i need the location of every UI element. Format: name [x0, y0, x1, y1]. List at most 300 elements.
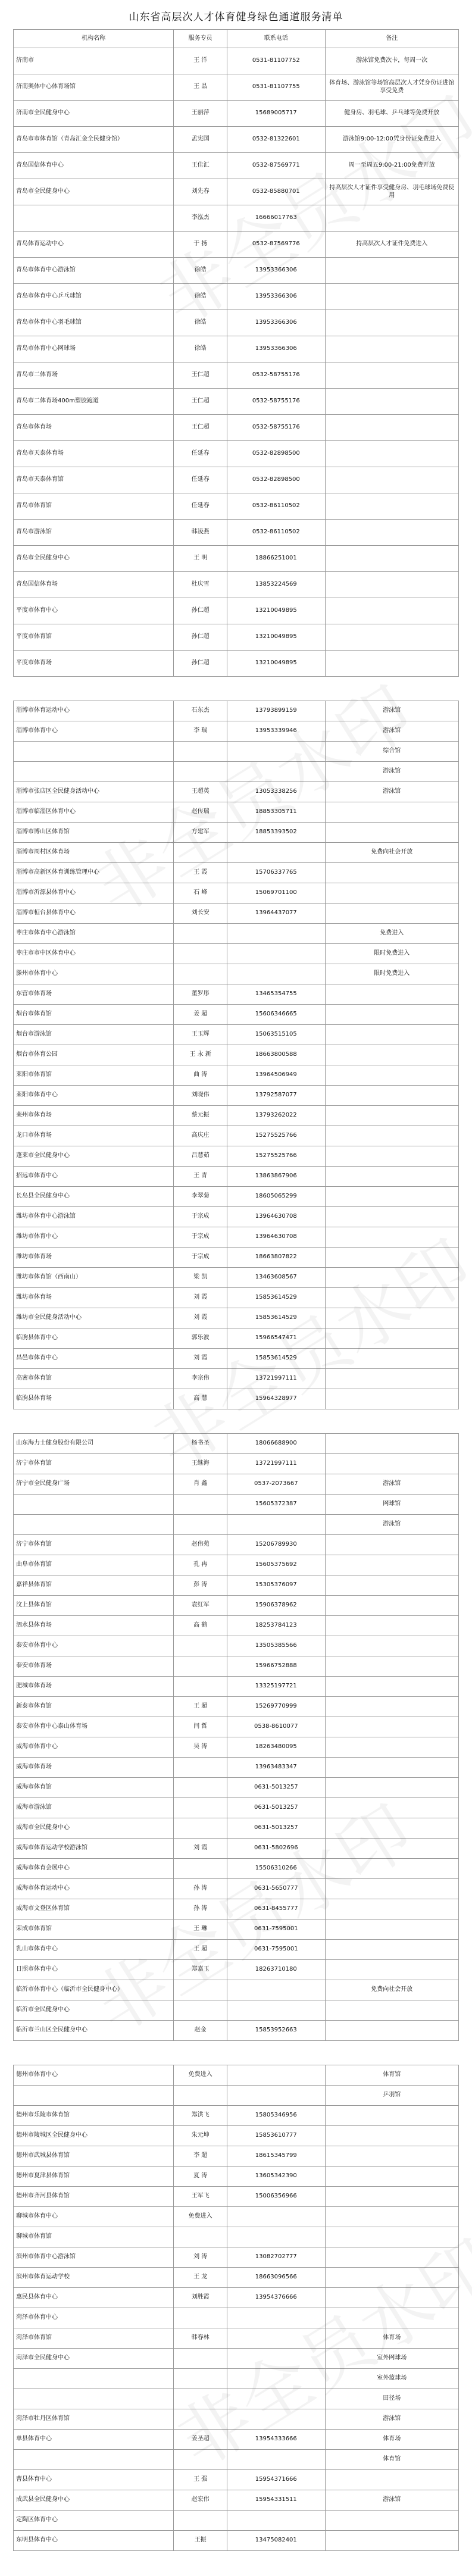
- service-contact-cell: [174, 1859, 227, 1879]
- note-cell: [325, 2268, 458, 2288]
- note-cell: [325, 1349, 458, 1369]
- service-contact-cell: 李 瑞: [174, 721, 227, 742]
- phone-cell: 0631-5013257: [227, 1818, 326, 1839]
- service-contact-cell: 王 强: [174, 2470, 227, 2490]
- phone-cell: 13475082401: [227, 2531, 326, 2551]
- note-cell: 乒羽馆: [325, 2086, 458, 2106]
- note-cell: [325, 1227, 458, 1248]
- note-cell: [325, 1207, 458, 1227]
- note-cell: [325, 1535, 458, 1555]
- note-cell: [325, 1167, 458, 1187]
- phone-cell: 15063515105: [227, 1025, 326, 1045]
- note-cell: 游泳馆免费次卡，每周一次: [325, 48, 458, 74]
- phone-cell: [227, 2349, 326, 2369]
- phone-cell: 15966752888: [227, 1656, 326, 1677]
- note-cell: 游泳馆: [325, 1474, 458, 1495]
- table-row: [14, 1960, 459, 1980]
- service-contact-cell: [174, 1798, 227, 1818]
- institution-name-cell: 泰安市体育中心: [14, 1636, 174, 1656]
- note-cell: 免费向社会开放: [325, 843, 458, 863]
- phone-cell: 18263710180: [227, 1960, 326, 1980]
- phone-cell: 15853614529: [227, 1308, 326, 1328]
- note-cell: 游泳馆: [325, 721, 458, 742]
- note-cell: [325, 1187, 458, 1207]
- service-contact-cell: 李翠菊: [174, 1187, 227, 1207]
- note-cell: 限时免费进入: [325, 964, 458, 984]
- phone-cell: 15305376097: [227, 1575, 326, 1596]
- note-cell: [325, 2227, 458, 2247]
- note-cell: [325, 2187, 458, 2207]
- institution-name-cell: 德州市夏津县体育馆: [14, 2167, 174, 2187]
- phone-cell: [227, 1515, 326, 1535]
- service-contact-cell: [174, 762, 227, 782]
- note-cell: 游泳馆: [325, 1515, 458, 1535]
- table-row: [14, 1920, 459, 1940]
- institution-name-cell: 德州市齐河县体育馆: [14, 2187, 174, 2207]
- service-contact-cell: 王仁超: [174, 362, 227, 389]
- phone-cell: [227, 2409, 326, 2430]
- institution-name-cell: 长岛县全民健身中心: [14, 1187, 174, 1207]
- phone-cell: 0532-58755176: [227, 362, 326, 389]
- table-row: [14, 258, 459, 284]
- institution-name-cell: 平度市体育场: [14, 651, 174, 677]
- note-cell: [325, 520, 458, 546]
- phone-cell: 15275525766: [227, 1146, 326, 1167]
- phone-cell: 13954333666: [227, 2430, 326, 2450]
- table-row: [14, 1656, 459, 1677]
- institution-name-cell: 潍坊市体育中心游泳馆: [14, 1207, 174, 1227]
- table-row: [14, 2106, 459, 2126]
- note-cell: [325, 1106, 458, 1126]
- phone-cell: 0532-58755176: [227, 415, 326, 441]
- note-cell: [325, 1308, 458, 1328]
- table-row: [14, 1227, 459, 1248]
- service-contact-cell: 刘 霞: [174, 1308, 227, 1328]
- institution-name-cell: 临沂市全民健身中心: [14, 2000, 174, 2021]
- table-row: [14, 984, 459, 1005]
- service-contact-cell: 任延春: [174, 493, 227, 520]
- service-contact-cell: 王 明: [174, 546, 227, 572]
- phone-cell: [227, 2328, 326, 2349]
- table-row: [14, 1515, 459, 1535]
- institution-name-cell: [14, 1495, 174, 1515]
- institution-name-cell: [14, 205, 174, 232]
- table-row: [14, 362, 459, 389]
- table-row: [14, 2247, 459, 2268]
- table-row: [14, 2268, 459, 2288]
- note-cell: [325, 1758, 458, 1778]
- service-contact-cell: 孙仁超: [174, 598, 227, 624]
- institution-name-cell: 烟台市体育馆: [14, 1005, 174, 1025]
- institution-name-cell: [14, 2369, 174, 2389]
- service-contact-cell: [174, 742, 227, 762]
- institution-name-cell: 成武县全民健身中心: [14, 2490, 174, 2511]
- phone-cell: 0631-5013257: [227, 1778, 326, 1798]
- table-row: [14, 389, 459, 415]
- note-cell: [325, 415, 458, 441]
- institution-name-cell: 曹县体育中心: [14, 2470, 174, 2490]
- service-contact-cell: [174, 843, 227, 863]
- note-cell: [325, 823, 458, 843]
- service-contact-cell: 孔 冉: [174, 1555, 227, 1575]
- table-row: [14, 572, 459, 598]
- institution-name-cell: 高密市体育馆: [14, 1369, 174, 1389]
- institution-name-cell: 德州市武城县体育馆: [14, 2146, 174, 2167]
- table-row: [14, 1697, 459, 1717]
- table-row: [14, 153, 459, 179]
- phone-cell: 0532-86110502: [227, 493, 326, 520]
- table-row: [14, 944, 459, 964]
- service-contact-cell: 任延春: [174, 467, 227, 493]
- service-contact-cell: 蔡元振: [174, 1106, 227, 1126]
- table-row: [14, 2308, 459, 2328]
- table-row: [14, 624, 459, 651]
- table-row: [14, 2430, 459, 2450]
- phone-cell: 16666017763: [227, 205, 326, 232]
- note-cell: [325, 1798, 458, 1818]
- institution-name-cell: 龙口市体育场: [14, 1126, 174, 1146]
- service-contact-cell: 刘 涛: [174, 2247, 227, 2268]
- note-cell: 综合馆: [325, 742, 458, 762]
- institution-name-cell: 威海市体育会展中心: [14, 1859, 174, 1879]
- table-row: [14, 1879, 459, 1899]
- phone-cell: 13963483347: [227, 1758, 326, 1778]
- section-gap: [13, 1409, 459, 1433]
- institution-name-cell: 济南市全民健身中心: [14, 101, 174, 127]
- table-row: [14, 1596, 459, 1616]
- note-cell: [325, 1920, 458, 1940]
- table-row: [14, 1369, 459, 1389]
- institution-name-cell: [14, 742, 174, 762]
- table-row: [14, 232, 459, 258]
- service-contact-cell: 吕慧茹: [174, 1146, 227, 1167]
- service-contact-cell: [174, 1818, 227, 1839]
- note-cell: [325, 1045, 458, 1065]
- phone-cell: 18853305711: [227, 802, 326, 823]
- service-contact-cell: 彭 涛: [174, 1575, 227, 1596]
- phone-cell: 15954371666: [227, 2470, 326, 2490]
- service-contact-cell: 孟宪国: [174, 127, 227, 153]
- service-contact-cell: 韩凌燕: [174, 520, 227, 546]
- table-row: [14, 2086, 459, 2106]
- note-cell: [325, 1288, 458, 1308]
- institution-name-cell: 青岛市体育中心网球场: [14, 336, 174, 362]
- table-row: [14, 1328, 459, 1349]
- phone-cell: [227, 2450, 326, 2470]
- table-row: [14, 179, 459, 205]
- service-contact-cell: 王玉辉: [174, 1025, 227, 1045]
- service-contact-cell: 梁 凯: [174, 1268, 227, 1288]
- table-row: [14, 883, 459, 904]
- phone-cell: 15206789930: [227, 1535, 326, 1555]
- institution-name-cell: 菏泽市体育馆: [14, 2328, 174, 2349]
- service-contact-cell: 于 扬: [174, 232, 227, 258]
- table-row: [14, 2065, 459, 2086]
- phone-cell: 13953339946: [227, 721, 326, 742]
- service-contact-cell: 免费进入: [174, 2065, 227, 2086]
- institution-name-cell: 山东海力士健身股份有限公司: [14, 1434, 174, 1454]
- phone-cell: 13505385566: [227, 1636, 326, 1656]
- institution-name-cell: 潍坊市体育场: [14, 1248, 174, 1268]
- note-cell: [325, 2511, 458, 2531]
- note-cell: [325, 1717, 458, 1737]
- table-row: [14, 598, 459, 624]
- table-row: [14, 1025, 459, 1045]
- phone-cell: 18853393502: [227, 823, 326, 843]
- phone-cell: 18615345799: [227, 2146, 326, 2167]
- note-cell: [325, 1268, 458, 1288]
- table-row: [14, 2389, 459, 2409]
- phone-cell: 15006356966: [227, 2187, 326, 2207]
- note-cell: [325, 1636, 458, 1656]
- phone-cell: [227, 1980, 326, 2000]
- institution-name-cell: 德州市体育中心: [14, 2065, 174, 2086]
- phone-cell: 13964506949: [227, 1065, 326, 1086]
- service-contact-cell: 孙仁超: [174, 624, 227, 651]
- note-cell: [325, 362, 458, 389]
- table-row: [14, 1187, 459, 1207]
- note-cell: [325, 336, 458, 362]
- phone-cell: 15069701100: [227, 883, 326, 904]
- phone-cell: 15853614529: [227, 1349, 326, 1369]
- service-contact-cell: 王仁超: [174, 389, 227, 415]
- service-contact-cell: 王 晶: [174, 74, 227, 101]
- service-contact-cell: 王 永 新: [174, 1045, 227, 1065]
- phone-cell: [227, 964, 326, 984]
- phone-cell: 0537-2073667: [227, 1474, 326, 1495]
- note-cell: [325, 2000, 458, 2021]
- service-contact-cell: 李宗伟: [174, 1369, 227, 1389]
- phone-cell: 13721997111: [227, 1369, 326, 1389]
- phone-cell: 15964328977: [227, 1389, 326, 1409]
- service-contact-cell: 王继海: [174, 1454, 227, 1474]
- institution-name-cell: 烟台市游泳馆: [14, 1025, 174, 1045]
- table-row: [14, 1126, 459, 1146]
- table-row: [14, 467, 459, 493]
- table-row: [14, 651, 459, 677]
- note-cell: [325, 2167, 458, 2187]
- institution-name-cell: 肥城市体育场: [14, 1677, 174, 1697]
- institution-name-cell: 济宁市体育馆: [14, 1535, 174, 1555]
- phone-cell: 13853224569: [227, 572, 326, 598]
- service-contact-cell: 姜 超: [174, 1005, 227, 1025]
- institution-name-cell: 济南奥体中心体育场馆: [14, 74, 174, 101]
- phone-cell: [227, 924, 326, 944]
- phone-cell: [227, 742, 326, 762]
- phone-cell: 13721997111: [227, 1454, 326, 1474]
- phone-cell: 0631-7595001: [227, 1920, 326, 1940]
- institution-name-cell: 淄博市体育中心: [14, 721, 174, 742]
- phone-cell: 18263480095: [227, 1737, 326, 1758]
- service-contact-cell: 免费进入: [174, 2207, 227, 2227]
- table-row: [14, 2288, 459, 2308]
- service-contact-cell: 徐皓: [174, 284, 227, 310]
- note-cell: 体育馆: [325, 2065, 458, 2086]
- institution-name-cell: 菏泽市体育中心: [14, 2308, 174, 2328]
- service-contact-cell: [174, 2000, 227, 2021]
- institution-name-cell: 威海市体育场: [14, 1758, 174, 1778]
- institution-name-cell: [14, 2450, 174, 2470]
- phone-cell: 15606346665: [227, 1005, 326, 1025]
- phone-cell: 13863867906: [227, 1167, 326, 1187]
- institution-name-cell: 德州市陵城区全民健身中心: [14, 2126, 174, 2146]
- note-cell: [325, 1656, 458, 1677]
- note-cell: [325, 1248, 458, 1268]
- service-contact-cell: [174, 1515, 227, 1535]
- table-row: [14, 904, 459, 924]
- service-contact-cell: [174, 2086, 227, 2106]
- table-row: [14, 1146, 459, 1167]
- note-cell: 游泳馆9:00-12:00凭身份证免费进入: [325, 127, 458, 153]
- table-row: [14, 336, 459, 362]
- table-row: [14, 1167, 459, 1187]
- table-row: [14, 1717, 459, 1737]
- table-row: [14, 74, 459, 101]
- table-row: [14, 1349, 459, 1369]
- table-row: [14, 1434, 459, 1454]
- service-contact-cell: 王丽萍: [174, 101, 227, 127]
- institution-name-cell: 青岛市市体育馆（青岛汇金全民健身馆）: [14, 127, 174, 153]
- service-contact-cell: 刘胜霞: [174, 2288, 227, 2308]
- note-cell: 免费向社会开放: [325, 1980, 458, 2000]
- service-contact-cell: 石东杰: [174, 701, 227, 721]
- note-cell: [325, 883, 458, 904]
- service-contact-cell: 高庆庄: [174, 1126, 227, 1146]
- table-row: [14, 1065, 459, 1086]
- phone-cell: 15689005717: [227, 101, 326, 127]
- institution-name-cell: 青岛国信体育场: [14, 572, 174, 598]
- note-cell: [325, 284, 458, 310]
- note-cell: [325, 258, 458, 284]
- table-row: [14, 441, 459, 467]
- table-row: [14, 1899, 459, 1920]
- institution-name-cell: 菏泽市牡丹区体育馆: [14, 2409, 174, 2430]
- note-cell: 室外篮球场: [325, 2369, 458, 2389]
- service-contact-cell: 石 峰: [174, 883, 227, 904]
- phone-cell: 13953366306: [227, 258, 326, 284]
- table-row: [14, 1758, 459, 1778]
- institution-name-cell: 青岛市游泳馆: [14, 520, 174, 546]
- table-row: [14, 802, 459, 823]
- table-row: [14, 1737, 459, 1758]
- service-list-tables: [13, 29, 459, 2551]
- note-cell: [325, 2146, 458, 2167]
- institution-name-cell: 青岛市天泰体育馆: [14, 467, 174, 493]
- phone-cell: 15805346956: [227, 2106, 326, 2126]
- service-table: [13, 1433, 459, 2041]
- table-row: [14, 2227, 459, 2247]
- table-row: [14, 2369, 459, 2389]
- service-contact-cell: 李泓杰: [174, 205, 227, 232]
- note-cell: [325, 2126, 458, 2146]
- note-cell: [325, 2288, 458, 2308]
- table-row: [14, 964, 459, 984]
- institution-name-cell: 临沂市体育中心（临沂市全民健身中心）: [14, 1980, 174, 2000]
- note-cell: 游泳馆: [325, 701, 458, 721]
- service-contact-cell: [174, 2511, 227, 2531]
- note-cell: [325, 493, 458, 520]
- institution-name-cell: [14, 2086, 174, 2106]
- institution-name-cell: 聊城市体育中心: [14, 2207, 174, 2227]
- phone-cell: 13792587077: [227, 1086, 326, 1106]
- note-cell: [325, 863, 458, 883]
- note-cell: [325, 1575, 458, 1596]
- service-table: [13, 701, 459, 1409]
- note-cell: [325, 598, 458, 624]
- table-row: [14, 924, 459, 944]
- note-cell: 游泳馆: [325, 2409, 458, 2430]
- note-cell: 体育馆: [325, 2450, 458, 2470]
- table-row: [14, 2146, 459, 2167]
- institution-name-cell: 荣成市体育馆: [14, 1920, 174, 1940]
- service-contact-cell: [174, 2450, 227, 2470]
- institution-name-cell: 淄博市临淄区体育中心: [14, 802, 174, 823]
- institution-name-cell: 泰安市体育场: [14, 1656, 174, 1677]
- note-cell: [325, 310, 458, 336]
- service-contact-cell: 高 慧: [174, 1389, 227, 1409]
- phone-cell: [227, 2369, 326, 2389]
- note-cell: [325, 1818, 458, 1839]
- table-row: [14, 1575, 459, 1596]
- service-contact-cell: 于宗成: [174, 1207, 227, 1227]
- note-cell: [325, 1434, 458, 1454]
- note-cell: 体育场: [325, 2328, 458, 2349]
- service-contact-cell: 孙 涛: [174, 1879, 227, 1899]
- institution-name-cell: 威海市文登区体育馆: [14, 1899, 174, 1920]
- table-row: [14, 2511, 459, 2531]
- table-header-row: [14, 30, 459, 48]
- phone-cell: 18663096566: [227, 2268, 326, 2288]
- table-row: [14, 1677, 459, 1697]
- note-cell: 健身房、羽毛球、乒乓球等免费开放: [325, 101, 458, 127]
- service-contact-cell: 王 超: [174, 1697, 227, 1717]
- section-gap: [13, 677, 459, 701]
- service-contact-cell: [174, 2349, 227, 2369]
- table-row: [14, 843, 459, 863]
- phone-cell: 13793899159: [227, 701, 326, 721]
- institution-name-cell: 临朐县体育场: [14, 1389, 174, 1409]
- service-contact-cell: 夏 涛: [174, 2167, 227, 2187]
- note-cell: [325, 1697, 458, 1717]
- phone-cell: 0532-58755176: [227, 389, 326, 415]
- institution-name-cell: 招远市体育中心: [14, 1167, 174, 1187]
- table-row: [14, 2207, 459, 2227]
- institution-name-cell: 惠民县体育中心: [14, 2288, 174, 2308]
- phone-cell: [227, 944, 326, 964]
- phone-cell: 0532-81322601: [227, 127, 326, 153]
- table-row: [14, 520, 459, 546]
- note-cell: [325, 2308, 458, 2328]
- table-row: [14, 1980, 459, 2000]
- phone-cell: 15906378962: [227, 1596, 326, 1616]
- note-cell: [325, 1859, 458, 1879]
- institution-name-cell: 曲阜市体育馆: [14, 1555, 174, 1575]
- table-row: [14, 1818, 459, 1839]
- phone-cell: 0631-8455777: [227, 1899, 326, 1920]
- service-contact-cell: 董罗彤: [174, 984, 227, 1005]
- service-contact-cell: 肖 鑫: [174, 1474, 227, 1495]
- institution-name-cell: 潍坊市体育场: [14, 1288, 174, 1308]
- service-contact-cell: [174, 1758, 227, 1778]
- service-contact-cell: 徐皓: [174, 336, 227, 362]
- table-row: [14, 762, 459, 782]
- institution-name-cell: 淄博市体育运动中心: [14, 701, 174, 721]
- institution-name-cell: 莱阳市体育馆: [14, 1065, 174, 1086]
- table-row: [14, 2021, 459, 2041]
- service-contact-cell: 李 超: [174, 2146, 227, 2167]
- table-row: [14, 1798, 459, 1818]
- note-cell: 持高层次人才证件免费进入: [325, 232, 458, 258]
